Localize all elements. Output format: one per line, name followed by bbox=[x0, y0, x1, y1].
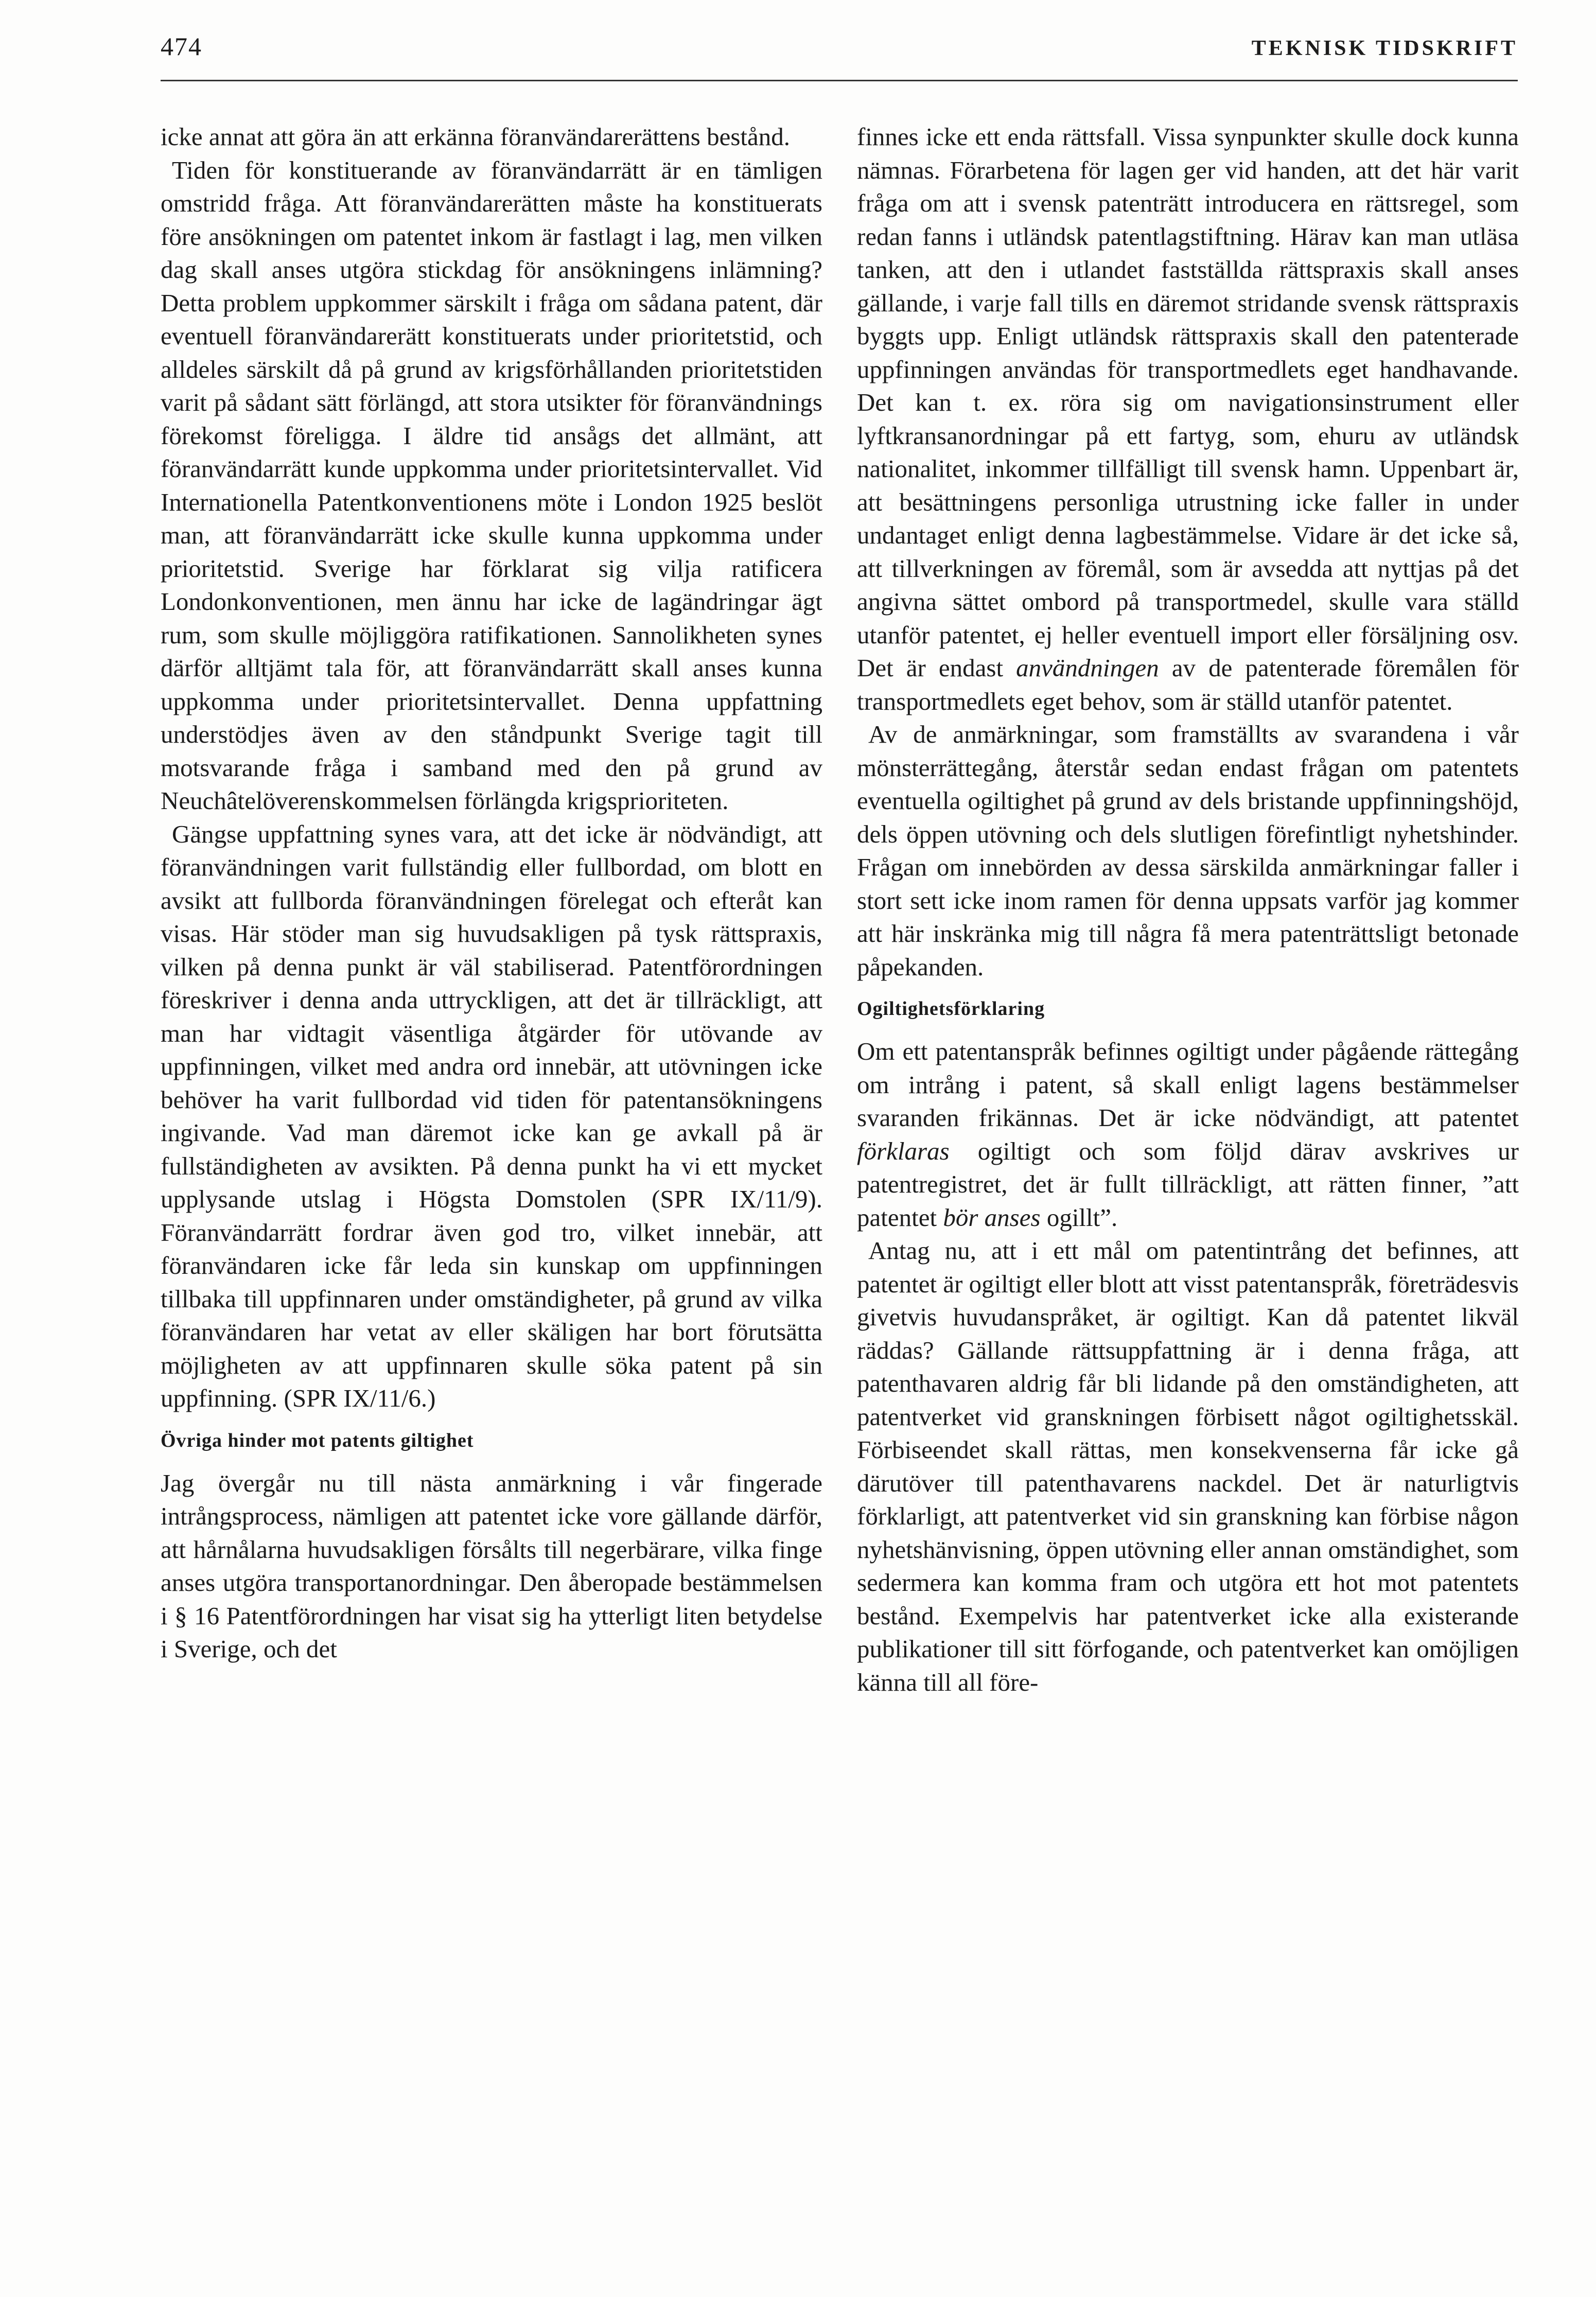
left-column bbox=[161, 120, 822, 1666]
paragraph bbox=[857, 1035, 1519, 1234]
text-run: finnes icke ett enda rättsfall. Vissa synpunkter skulle dock kunna nämnas. Förarbetena för lagen ger vid handen, att det här varit fråga om att i svensk patenträtt introducera en rättsregel, som redan fanns i utländsk patentlagstiftning. Härav kan man utläsa tanken, att den i utlandet fastställda rättspraxis skall anses gällande, i varje fall tills en däremot stridande svensk rättspraxis byggts upp. Enligt utländsk rättspraxis skall den patenterade uppfinningen användas för transportmedlets eget handhavande. Det kan t. ex. röra sig om navigationsinstrument eller lyftkransanordningar på ett fartyg, som, ehuru av utländsk nationalitet, inkommer tillfälligt till svensk hamn. Uppenbart är, att besättningens personliga utrustning icke faller in under undantaget enligt denna lagbestämmelse. Vidare är det icke så, att tillverkningen av föremål, som är avsedda att nyttjas på det angivna sättet ombord på transportmedel, skulle vara ställd utanför patentet, ej heller eventuell import eller försäljning osv. Det är endast bbox=[857, 122, 1519, 682]
section-heading: Ogiltighetsförklaring bbox=[857, 998, 1045, 1020]
emphasis: förklaras bbox=[857, 1136, 950, 1165]
emphasis: användningen bbox=[1016, 654, 1159, 682]
text-run: ogillt”. bbox=[1046, 1203, 1118, 1232]
section-heading: Övriga hinder mot patents giltighet bbox=[161, 1429, 474, 1451]
right-column bbox=[857, 120, 1519, 1699]
paragraph: Antag nu, att i ett mål om patentintrång det befinnes, att patentet är ogiltigt eller blott att visst patentanspråk, företrädesvis givetvis huvudanspråket, är ogiltigt. Kan då patentet likväl räddas? Gällande rättsuppfattning är i denna fråga, att patenthavaren aldrig får bli lidande på den omständigheten, att patentverket vid granskningen förbisett något ogiltighetsskäl. Förbiseendet skall rättas, men konsekvenserna får icke gå därutöver till patenthavarens nackdel. Det är naturligtvis förklarligt, att patentverket vid sin granskning kan förbise någon nyhetshänvisning, öppen utövning eller annan omständighet, som sedermera kan komma fram och utgöra ett hot mot patentets bestånd. Exempelvis har patentverket icke alla existerande publikationer till sitt förfogande, och patentverket kan omöjligen känna till all före- bbox=[857, 1236, 1519, 1696]
text-run: ogiltigt och som följd därav avskrives ur patentregistret, det är fullt tillräckligt, att rätten finner, ”att patentet bbox=[857, 1136, 1519, 1232]
paragraph: Av de anmärkningar, som framställts av svarandena i vår mönsterrättegång, återstår sedan endast frågan om patentets eventuella ogiltighet på grund av dels bristande uppfinningshöjd, dels öppen utövning och dels slutligen förefintligt nyhetshinder. Frågan om innebörden av dessa särskilda anmärkningar faller i stort sett icke inom ramen för denna uppsats varför jag kommer att här inskränka mig till några få mera patenträttsligt betonade påpekanden. bbox=[857, 720, 1519, 981]
text-run: Om ett patentanspråk befinnes ogiltigt under pågående rättegång om intrång i patent, så skall enligt lagens bestämmelser svaranden frikännas. Det är icke nödvändigt, att patentet bbox=[857, 1037, 1519, 1132]
paragraph bbox=[857, 120, 1519, 718]
header-rule bbox=[161, 80, 1518, 81]
page-number: 474 bbox=[161, 32, 202, 61]
paragraph: Gängse uppfattning synes vara, att det icke är nödvändigt, att föranvändningen varit fullständig eller fullbordad, om blott en avsikt att fullborda föranvändningen förelegat och efteråt kan visas. Här stöder man sig huvudsakligen på tysk rättspraxis, vilken på denna punkt är väl stabiliserad. Patentförordningen föreskriver i denna anda uttryckligen, att det är tillräckligt, att man har vidtagit väsentliga åtgärder för utövande av uppfinningen, vilket med andra ord innebär, att utövningen icke behöver ha varit fullbordad vid tiden för patentansökningens ingivande. Vad man däremot icke kan ge avkall på är fullständigheten av avsikten. På denna punkt ha vi ett mycket upplysande utslag i Högsta Domstolen (SPR IX/11/9). Föranvändarrätt fordrar även god tro, vilket innebär, att föranvändaren icke får leda sin kunskap om uppfinningen tillbaka till uppfinnaren under omständigheter, på grund av vilka föranvändaren har vetat av eller skäligen har bort förutsätta möjligheten av att uppfinnaren skulle söka patent på sin uppfinning. (SPR IX/11/6.) bbox=[161, 819, 822, 1412]
paragraph: Jag övergår nu till nästa anmärkning i vår fingerade intrångsprocess, nämligen att patentet icke vore gällande därför, att hårnålarna huvudsakligen försålts till negerbärare, vilka finge anses utgöra transportanordningar. Den åberopade bestämmelsen i § 16 Patentförordningen har visat sig ha ytterligt liten betydelse i Sverige, och det bbox=[161, 1468, 822, 1663]
paragraph: Tiden för konstituerande av föranvändarrätt är en tämligen omstridd fråga. Att föranvändarerätten måste ha konstituerats före ansökningen om patentet inkom är fastlagt i lag, men vilken dag skall anses utgöra stickdag för ansökningens inlämning? Detta problem uppkommer särskilt i fråga om sådana patent, där eventuell föranvändarerätt konstituerats under prioritetstid, och alldeles särskilt då på grund av krigsförhållanden prioritetstiden varit på sådant sätt förlängd, att stora utsikter för föranvändnings förekomst föreligga. I äldre tid ansågs det allmänt, att föranvändarrätt kunde uppkomma under prioritetsintervallet. Vid Internationella Patentkonventionens möte i London 1925 beslöt man, att föranvändarrätt icke skulle kunna uppkomma under prioritetstid. Sverige har förklarat sig vilja ratificera Londonkonventionen, men ännu har icke de lagändringar ägt rum, som skulle möjliggöra ratifikationen. Sannolikheten synes därför alltjämt tala för, att föranvändarrätt skall anses kunna uppkomma under prioritetsintervallet. Denna uppfattning understödjes även av den ståndpunkt Sverige tagit till motsvarande fråga i samband med den på grund av Neuchâtelöverenskommelsen förlängda krigsprioriteten. bbox=[161, 155, 822, 815]
running-head bbox=[161, 31, 1518, 82]
journal-title: TEKNISK TIDSKRIFT bbox=[1251, 37, 1518, 60]
emphasis: bör anses bbox=[943, 1203, 1041, 1232]
text-run: av de patenterade föremålen för transportmedlets eget behov, som är ställd utanför patentet. bbox=[857, 654, 1519, 715]
paragraph: icke annat att göra än att erkänna föranvändarerättens bestånd. bbox=[161, 122, 791, 151]
